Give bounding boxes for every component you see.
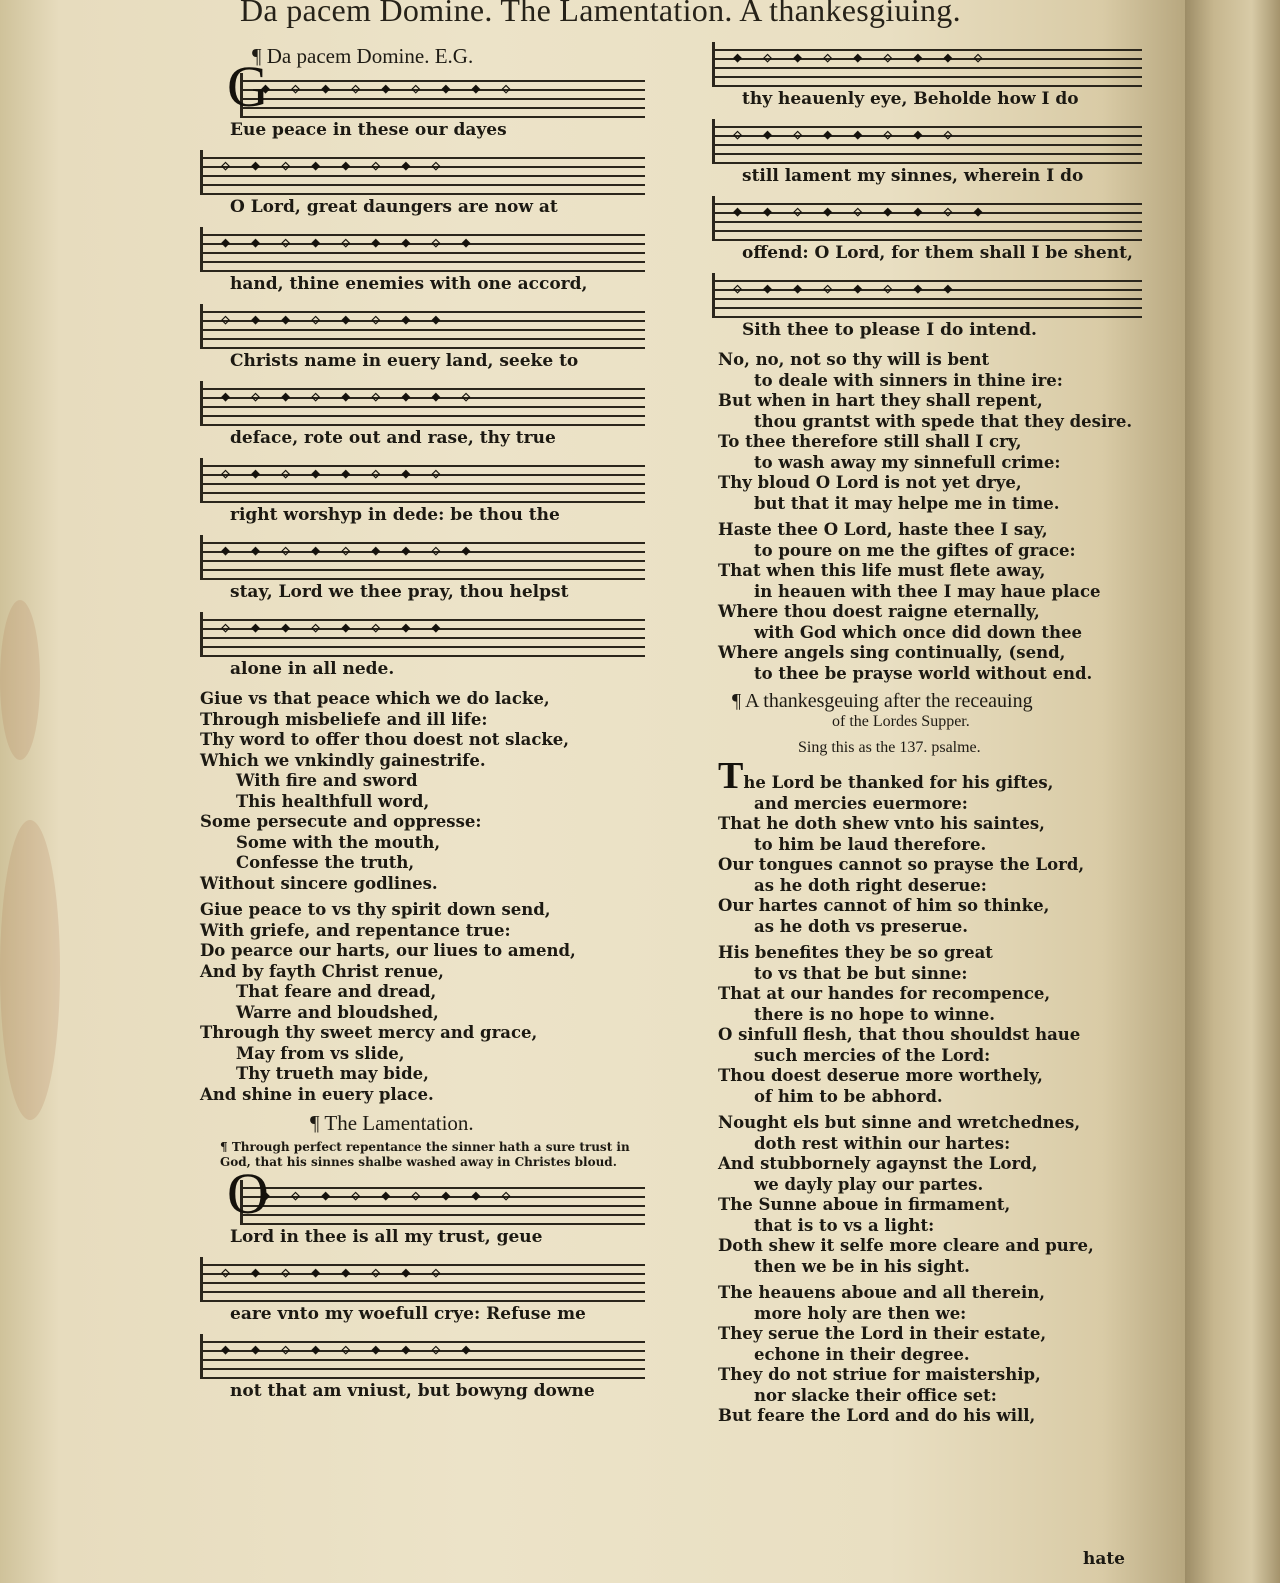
- stanza: [718, 520, 1142, 684]
- verse-line: [718, 1005, 1142, 1026]
- verse-text: to thee be prayse world without end.: [754, 663, 1093, 683]
- verse-line: [200, 1003, 645, 1024]
- verse-text: Some persecute and oppresse:: [200, 812, 482, 831]
- music-staff: [200, 227, 645, 272]
- verse-text: That he doth shew vnto his saintes,: [718, 814, 1045, 833]
- page-edge: [1185, 0, 1280, 1583]
- verse-line: [718, 896, 1142, 917]
- verse-text: And stubbornely agaynst the Lord,: [718, 1154, 1038, 1173]
- music-staff: [200, 1257, 645, 1302]
- verse-line: [718, 1345, 1142, 1366]
- verse-line: [718, 755, 1142, 797]
- verse-text: Where angels sing continually, (send,: [718, 643, 1066, 662]
- verse-text: That when this life must flete away,: [718, 561, 1046, 580]
- verse-text: and mercies euermore:: [754, 793, 968, 813]
- music-staff: [200, 304, 645, 349]
- verse-line: [200, 710, 645, 731]
- verse-text: Thy bloud O Lord is not yet drye,: [718, 473, 1022, 492]
- verse-text: Doth shew it selfe more cleare and pure,: [718, 1236, 1094, 1255]
- verse-text: more holy are then we:: [754, 1303, 967, 1323]
- verse-text: Our tongues cannot so prayse the Lord,: [718, 855, 1085, 874]
- verse-line: [718, 350, 1142, 371]
- verse-text: But when in hart they shall repent,: [718, 391, 1043, 410]
- verse-text: Which we vnkindly gainestrife.: [200, 750, 486, 770]
- verse-line: [200, 751, 645, 772]
- verse-text: Through thy sweet mercy and grace,: [200, 1023, 538, 1042]
- music-notes: ◇ ◆ ◇ ◆ ◆ ◇ ◆ ◇: [221, 464, 447, 482]
- section-heading: ¶ A thankesgeuing after the receauing: [732, 690, 1033, 712]
- lyric-line: stay, Lord we thee pray, thou helpst: [230, 582, 569, 602]
- verse-text: This healthfull word,: [236, 791, 430, 811]
- verse-line: [718, 1113, 1142, 1134]
- verse-text: to wash away my sinnefull crime:: [754, 452, 1061, 472]
- verse-line: [718, 814, 1142, 835]
- lyric-line: right worshyp in dede: be thou the: [230, 505, 560, 525]
- verse-text: Where thou doest raigne eternally,: [718, 602, 1040, 621]
- verse-text: Warre and bloudshed,: [236, 1002, 439, 1022]
- music-notes: ◇ ◆ ◆ ◇ ◆ ◇ ◆ ◆: [221, 310, 447, 328]
- music-staff: [712, 273, 1142, 318]
- section-heading: ¶ Da pacem Domine. E.G.: [252, 44, 474, 68]
- verse-line: [718, 432, 1142, 453]
- verse-line: [200, 792, 645, 813]
- verse-line: [200, 1044, 645, 1065]
- left-column: [200, 44, 645, 1411]
- music-staff: [200, 1334, 645, 1379]
- stanza: [200, 689, 645, 894]
- lyric-line: offend: O Lord, for them shall I be shent,: [742, 243, 1133, 263]
- verse-text: Giue vs that peace which we do lacke,: [200, 689, 550, 708]
- verse-text: Thou doest deserue more worthely,: [718, 1066, 1043, 1085]
- stanza: [718, 755, 1142, 937]
- verse-text: Do pearce our harts, our liues to amend,: [200, 941, 576, 960]
- verse-line: [718, 643, 1142, 664]
- stanza: [718, 350, 1142, 514]
- verse-line: [718, 1134, 1142, 1155]
- section-heading: ¶ The Lamentation.: [310, 1111, 474, 1135]
- verse-text: And shine in euery place.: [200, 1084, 434, 1104]
- verse-text: And by fayth Christ renue,: [200, 961, 444, 981]
- verse-line: [718, 1046, 1142, 1067]
- verse-line: [718, 1025, 1142, 1046]
- verse-text: Thy word to offer thou doest not slacke,: [200, 730, 570, 749]
- verse-line: [200, 730, 645, 751]
- verse-text: Haste thee O Lord, haste thee I say,: [718, 520, 1048, 539]
- lyric-line: deface, rote out and rase, thy true: [230, 428, 556, 448]
- lyric-line: still lament my sinnes, wherein I do: [742, 166, 1084, 186]
- verse-line: [718, 876, 1142, 897]
- verse-text: To thee therefore still shall I cry,: [718, 432, 1022, 451]
- verse-text: With fire and sword: [236, 771, 418, 790]
- music-notes: ◇ ◆ ◆ ◇ ◆ ◇ ◆ ◆: [221, 618, 447, 636]
- verse-text: to poure on me the giftes of grace:: [754, 540, 1076, 560]
- verse-line: [200, 1023, 645, 1044]
- music-staff: [200, 150, 645, 195]
- music-notes: ◆ ◇ ◆ ◇ ◆ ◇ ◆ ◆ ◇: [221, 387, 477, 405]
- music-notes: ◆ ◇ ◆ ◇ ◆ ◇ ◆ ◆ ◇: [733, 48, 989, 66]
- verse-text: But feare the Lord and do his will,: [718, 1406, 1036, 1425]
- verse-text: of him to be abhord.: [754, 1086, 943, 1106]
- verse-line: [200, 941, 645, 962]
- verse-text: we dayly play our partes.: [754, 1174, 984, 1194]
- music-notes: ◆ ◇ ◆ ◇ ◆ ◇ ◆ ◆ ◇: [261, 1186, 517, 1204]
- music-notes: ◆ ◆ ◇ ◆ ◇ ◆ ◆ ◇ ◆: [221, 1340, 477, 1358]
- music-notes: ◆ ◆ ◇ ◆ ◇ ◆ ◆ ◇ ◆: [221, 541, 477, 559]
- tune-instruction: Sing this as the 137. psalme.: [798, 739, 981, 756]
- lyric-line: thy heauenly eye, Beholde how I do: [742, 89, 1079, 109]
- verse-text: doth rest within our hartes:: [754, 1133, 1011, 1153]
- catchword: hate: [1082, 1549, 1125, 1569]
- verse-line: [718, 794, 1142, 815]
- verse-text: The Sunne aboue in firmament,: [718, 1195, 1011, 1214]
- lyric-line: eare vnto my woefull crye: Refuse me: [230, 1304, 586, 1324]
- verse-text: Nought els but sinne and wretchednes,: [718, 1113, 1081, 1132]
- verse-line: [718, 1304, 1142, 1325]
- verse-text: His benefites they be so great: [718, 943, 993, 962]
- initial-letter: G: [227, 54, 269, 119]
- verse-line: [718, 984, 1142, 1005]
- verse-line: [718, 541, 1142, 562]
- verse-text: They serue the Lord in their estate,: [718, 1324, 1047, 1343]
- verse-line: [718, 473, 1142, 494]
- verse-line: [200, 900, 645, 921]
- lyric-line: alone in all nede.: [230, 659, 395, 679]
- verse-line: [718, 561, 1142, 582]
- verse-line: [718, 1154, 1142, 1175]
- verse-text: he Lord be thanked for his giftes,: [743, 773, 1054, 792]
- music-notes: ◇ ◆ ◇ ◆ ◆ ◇ ◆ ◇: [221, 156, 447, 174]
- verse-line: [718, 664, 1142, 685]
- lyric-line: Sith thee to please I do intend.: [742, 320, 1037, 340]
- verse-line: [718, 1236, 1142, 1257]
- verse-text: to deale with sinners in thine ire:: [754, 370, 1063, 390]
- verse-line: [718, 1175, 1142, 1196]
- stain: [0, 600, 40, 760]
- verse-line: [718, 1386, 1142, 1407]
- verse-text: May from vs slide,: [236, 1043, 405, 1063]
- verse-line: [718, 1087, 1142, 1108]
- verse-line: [718, 1324, 1142, 1345]
- right-column: [712, 42, 1142, 1433]
- verse-line: [200, 689, 645, 710]
- music-staff: [200, 381, 645, 426]
- verse-text: then we be in his sight.: [754, 1256, 970, 1276]
- page-title: Da pacem Domine. The Lamentation. A thankesgiuing.: [240, 0, 961, 28]
- verse-line: [200, 1064, 645, 1085]
- verse-line: [200, 962, 645, 983]
- music-staff: [712, 196, 1142, 241]
- verse-text: to him be laud therefore.: [754, 834, 987, 854]
- lyric-line: hand, thine enemies with one accord,: [230, 274, 588, 294]
- verse-line: [718, 1365, 1142, 1386]
- verse-line: [200, 853, 645, 874]
- verse-line: [718, 494, 1142, 515]
- verse-line: [718, 855, 1142, 876]
- music-notes: ◇ ◆ ◇ ◆ ◆ ◇ ◆ ◇: [733, 125, 959, 143]
- verse-line: [718, 1283, 1142, 1304]
- verse-line: [718, 943, 1142, 964]
- verse-text: thou grantst with spede that they desire.: [754, 411, 1133, 431]
- verse-line: [718, 1066, 1142, 1087]
- stain: [0, 820, 60, 1120]
- verse-text: They do not striue for maistership,: [718, 1365, 1041, 1384]
- verse-text: that is to vs a light:: [754, 1215, 935, 1235]
- verse-line: [718, 371, 1142, 392]
- verse-text: Our hartes cannot of him so thinke,: [718, 896, 1050, 915]
- music-notes: ◇ ◆ ◆ ◇ ◆ ◇ ◆ ◆: [733, 279, 959, 297]
- music-staff: [200, 612, 645, 657]
- verse-text: echone in their degree.: [754, 1344, 970, 1364]
- verse-text: Some with the mouth,: [236, 832, 441, 852]
- verse-text: in heauen with thee I may haue place: [754, 581, 1101, 601]
- verse-text: as he doth vs preserue.: [754, 916, 968, 936]
- verse-line: [200, 874, 645, 895]
- verse-line: [718, 964, 1142, 985]
- verse-text: O sinfull flesh, that thou shouldst haue: [718, 1025, 1081, 1044]
- verse-line: [718, 917, 1142, 938]
- verse-line: [718, 602, 1142, 623]
- music-staff: [200, 535, 645, 580]
- verse-line: [718, 623, 1142, 644]
- verse-text: Through misbeliefe and ill life:: [200, 709, 488, 729]
- verse-text: as he doth right deserue:: [754, 875, 987, 895]
- verse-line: [200, 1085, 645, 1106]
- music-staff: [712, 119, 1142, 164]
- lyric-line: not that am vniust, but bowyng downe: [230, 1381, 595, 1401]
- lyric-line: O Lord, great daungers are now at: [230, 197, 558, 217]
- stanza: [718, 1113, 1142, 1277]
- verse-line: [718, 453, 1142, 474]
- lyric-line: Eue peace in these our dayes: [230, 120, 507, 140]
- verse-text: Giue peace to vs thy spirit down send,: [200, 900, 551, 919]
- verse-text: That feare and dread,: [236, 982, 437, 1001]
- rubric-note: ¶ Through perfect repentance the sinner hath a sure trust in God, that his sinnes shalbe washed away in Christes bloud.: [220, 1140, 630, 1169]
- initial-letter: O: [227, 1161, 269, 1226]
- verse-text: there is no hope to winne.: [754, 1004, 995, 1024]
- music-staff: [712, 42, 1142, 87]
- verse-text: but that it may helpe me in time.: [754, 493, 1060, 513]
- verse-text: nor slacke their office set:: [754, 1385, 997, 1405]
- stanza: [718, 943, 1142, 1107]
- verse-line: [718, 835, 1142, 856]
- music-notes: ◆ ◆ ◇ ◆ ◇ ◆ ◆ ◇ ◆: [221, 233, 477, 251]
- verse-line: [200, 833, 645, 854]
- verse-line: [200, 812, 645, 833]
- verse-line: [200, 982, 645, 1003]
- verse-text: Confesse the truth,: [236, 853, 415, 872]
- verse-line: [718, 391, 1142, 412]
- music-notes: ◇ ◆ ◇ ◆ ◆ ◇ ◆ ◇: [221, 1263, 447, 1281]
- stanza: [718, 1283, 1142, 1427]
- verse-text: No, no, not so thy will is bent: [718, 350, 990, 369]
- verse-line: [718, 520, 1142, 541]
- verse-text: to vs that be but sinne:: [754, 963, 968, 983]
- music-block: [200, 1161, 645, 1401]
- lyric-line: Lord in thee is all my trust, geue: [230, 1227, 543, 1247]
- verse-text: with God which once did down thee: [754, 622, 1082, 642]
- verse-text: Without sincere godlines.: [200, 873, 438, 893]
- initial-letter: T: [718, 755, 744, 797]
- verse-text: The heauens aboue and all therein,: [718, 1283, 1045, 1302]
- stanza: [200, 900, 645, 1105]
- verse-text: such mercies of the Lord:: [754, 1045, 991, 1065]
- verse-text: That at our handes for recompence,: [718, 984, 1051, 1003]
- verse-text: With griefe, and repentance true:: [200, 920, 511, 940]
- verse-line: [718, 1257, 1142, 1278]
- verse-line: [718, 582, 1142, 603]
- music-staff: [227, 1161, 645, 1226]
- verse-text: Thy trueth may bide,: [236, 1064, 429, 1083]
- verse-line: [200, 921, 645, 942]
- music-notes: ◆ ◆ ◇ ◆ ◇ ◆ ◆ ◇ ◆: [733, 202, 989, 220]
- section-heading-line2: of the Lordes Supper.: [832, 713, 970, 730]
- verse-line: [718, 412, 1142, 433]
- verse-line: [200, 771, 645, 792]
- music-staff: [200, 458, 645, 503]
- music-notes: ◆ ◇ ◆ ◇ ◆ ◇ ◆ ◆ ◇: [261, 79, 517, 97]
- music-block: [712, 42, 1142, 340]
- lyric-line: Christs name in euery land, seeke to: [230, 351, 579, 371]
- verse-line: [718, 1216, 1142, 1237]
- verse-line: [718, 1406, 1142, 1427]
- verse-line: [718, 1195, 1142, 1216]
